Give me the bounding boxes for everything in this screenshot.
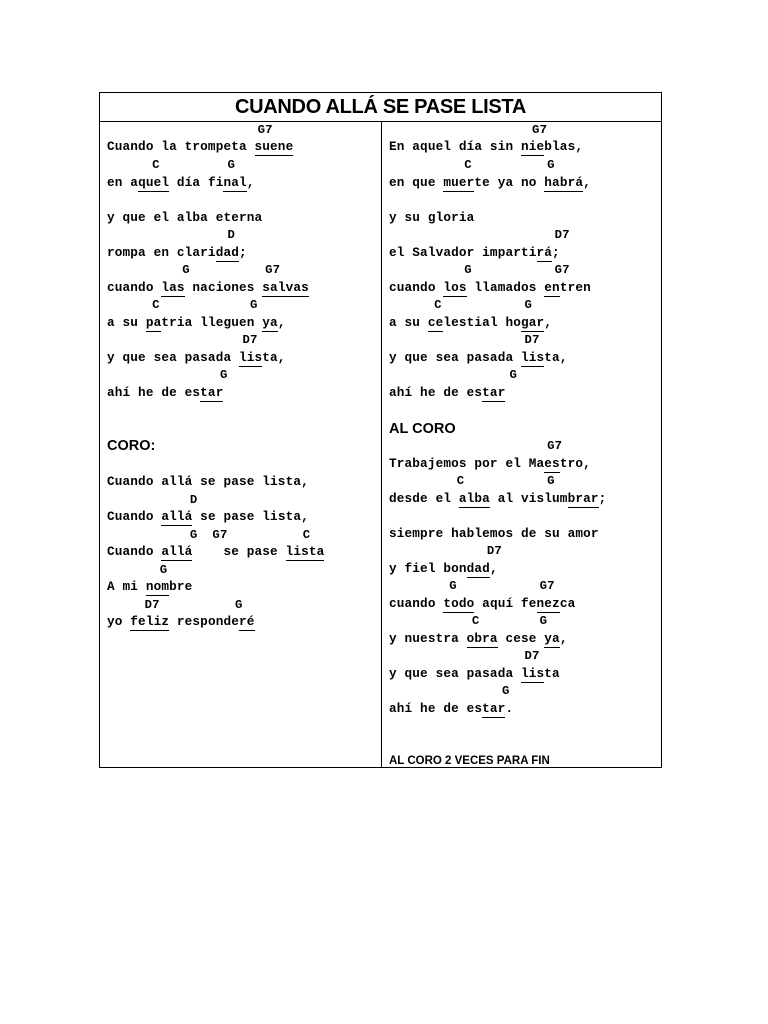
chord-line: C G bbox=[389, 614, 548, 628]
chord-line: D7 bbox=[107, 333, 258, 347]
lyric-line: Cuando la trompeta suene bbox=[107, 139, 294, 154]
underlined-syllable: allá bbox=[161, 544, 193, 559]
chord-line: G7 bbox=[389, 439, 563, 453]
underlined-syllable: tar bbox=[482, 701, 506, 716]
underlined-syllable: tar bbox=[482, 385, 506, 400]
underlined-syllable: los bbox=[443, 280, 467, 295]
underlined-syllable: ré bbox=[239, 614, 255, 629]
underlined-syllable: nie bbox=[520, 139, 545, 154]
underlined-syllable: lista bbox=[285, 544, 325, 559]
lyric-line: Cuando allá se pase lista, bbox=[107, 474, 309, 489]
lyric-line: y que sea pasada lista, bbox=[107, 350, 286, 365]
lyric-line: cuando los llamados entren bbox=[389, 280, 591, 295]
lyric-line: a su celestial hogar, bbox=[389, 315, 553, 330]
chord-line: D7 bbox=[389, 544, 502, 558]
lyric-line: en aquel día final, bbox=[107, 175, 255, 190]
underlined-syllable: es bbox=[544, 456, 560, 471]
lyric-line: Cuando allá se pase lista bbox=[107, 544, 325, 559]
chord-line: D bbox=[107, 493, 198, 507]
chord-line: G G7 bbox=[107, 263, 281, 277]
chord-line: G G7 C bbox=[107, 528, 311, 542]
chord-line: G G7 bbox=[389, 579, 555, 593]
underlined-syllable: tar bbox=[200, 385, 224, 400]
lyric-line: y que sea pasada lista bbox=[389, 666, 560, 681]
underlined-syllable: obra bbox=[466, 631, 498, 646]
underlined-syllable: ya bbox=[544, 631, 560, 646]
lyric-line: siempre hablemos de su amor bbox=[389, 526, 599, 541]
chord-line: G7 bbox=[389, 123, 548, 137]
underlined-syllable: lis bbox=[238, 350, 263, 365]
lyric-line: ahí he de estar bbox=[107, 385, 224, 400]
chord-line: D7 bbox=[389, 228, 570, 242]
chord-line: D7 G bbox=[107, 598, 243, 612]
chord-line: G bbox=[389, 368, 517, 382]
underlined-syllable: dad bbox=[466, 561, 490, 576]
lyric-line: En aquel día sin nieblas, bbox=[389, 139, 584, 154]
lyric-line: Trabajemos por el Maestro, bbox=[389, 456, 591, 471]
lyric-line: ahí he de estar. bbox=[389, 701, 514, 716]
lyric-line: el Salvador impartirá; bbox=[389, 245, 560, 260]
lyric-line: y nuestra obra cese ya, bbox=[389, 631, 568, 646]
al-coro-heading: AL CORO bbox=[389, 421, 456, 437]
lyric-line: y fiel bondad, bbox=[389, 561, 498, 576]
underlined-syllable: habrá bbox=[544, 175, 584, 190]
lyric-line: Cuando allá se pase lista, bbox=[107, 509, 309, 524]
underlined-syllable: gar bbox=[521, 315, 545, 330]
lyric-line: y que el alba eterna bbox=[107, 210, 263, 225]
chord-line: C G bbox=[107, 158, 235, 172]
chord-line: D7 bbox=[389, 649, 540, 663]
chord-line: G7 bbox=[107, 123, 273, 137]
chord-line: C G bbox=[389, 298, 533, 312]
underlined-syllable: allá bbox=[161, 509, 193, 524]
chord-line: C G bbox=[107, 298, 258, 312]
footer-note: AL CORO 2 VECES PARA FIN bbox=[389, 755, 550, 767]
chord-line: G G7 bbox=[389, 263, 570, 277]
underlined-syllable: muer bbox=[443, 175, 475, 190]
lyric-line: a su patria lleguen ya, bbox=[107, 315, 286, 330]
underlined-syllable: lis bbox=[520, 666, 545, 681]
underlined-syllable: suene bbox=[254, 139, 294, 154]
chord-line: G bbox=[107, 368, 228, 382]
lyric-line: desde el alba al vislumbrar; bbox=[389, 491, 607, 506]
underlined-syllable: nez bbox=[536, 596, 560, 611]
underlined-syllable: nal bbox=[223, 175, 247, 190]
lyric-line: cuando todo aquí fenezca bbox=[389, 596, 576, 611]
coro-heading: CORO: bbox=[107, 438, 156, 454]
underlined-syllable: pa bbox=[145, 315, 162, 330]
lyric-line: en que muerte ya no habrá, bbox=[389, 175, 591, 190]
underlined-syllable: brar bbox=[567, 491, 599, 506]
lyric-line: rompa en claridad; bbox=[107, 245, 247, 260]
underlined-syllable: salvas bbox=[262, 280, 309, 295]
underlined-syllable: dad bbox=[215, 245, 239, 260]
underlined-syllable: feliz bbox=[130, 614, 170, 629]
lyric-line: A mi nombre bbox=[107, 579, 193, 594]
underlined-syllable: nom bbox=[145, 579, 170, 594]
lyric-line: y su gloria bbox=[389, 210, 475, 225]
underlined-syllable: lis bbox=[520, 350, 545, 365]
underlined-syllable: en bbox=[544, 280, 560, 295]
chord-line: G bbox=[107, 563, 168, 577]
lyric-line: ahí he de estar bbox=[389, 385, 506, 400]
underlined-syllable: ya bbox=[262, 315, 278, 330]
underlined-syllable: las bbox=[161, 280, 185, 295]
chord-line: C G bbox=[389, 474, 555, 488]
lyric-line: yo feliz responderé bbox=[107, 614, 255, 629]
chord-line: D7 bbox=[389, 333, 540, 347]
underlined-syllable: todo bbox=[443, 596, 475, 611]
lyric-line: cuando las naciones salvas bbox=[107, 280, 309, 295]
underlined-syllable: alba bbox=[458, 491, 490, 506]
underlined-syllable: quel bbox=[138, 175, 170, 190]
underlined-syllable: rá bbox=[536, 245, 553, 260]
chord-line: C G bbox=[389, 158, 555, 172]
chord-line: G bbox=[389, 684, 510, 698]
song-sheet bbox=[99, 92, 662, 768]
column-divider bbox=[381, 122, 382, 768]
underlined-syllable: ce bbox=[427, 315, 444, 330]
song-title: CUANDO ALLÁ SE PASE LISTA bbox=[100, 93, 661, 122]
chord-line: D bbox=[107, 228, 235, 242]
lyric-line: y que sea pasada lista, bbox=[389, 350, 568, 365]
